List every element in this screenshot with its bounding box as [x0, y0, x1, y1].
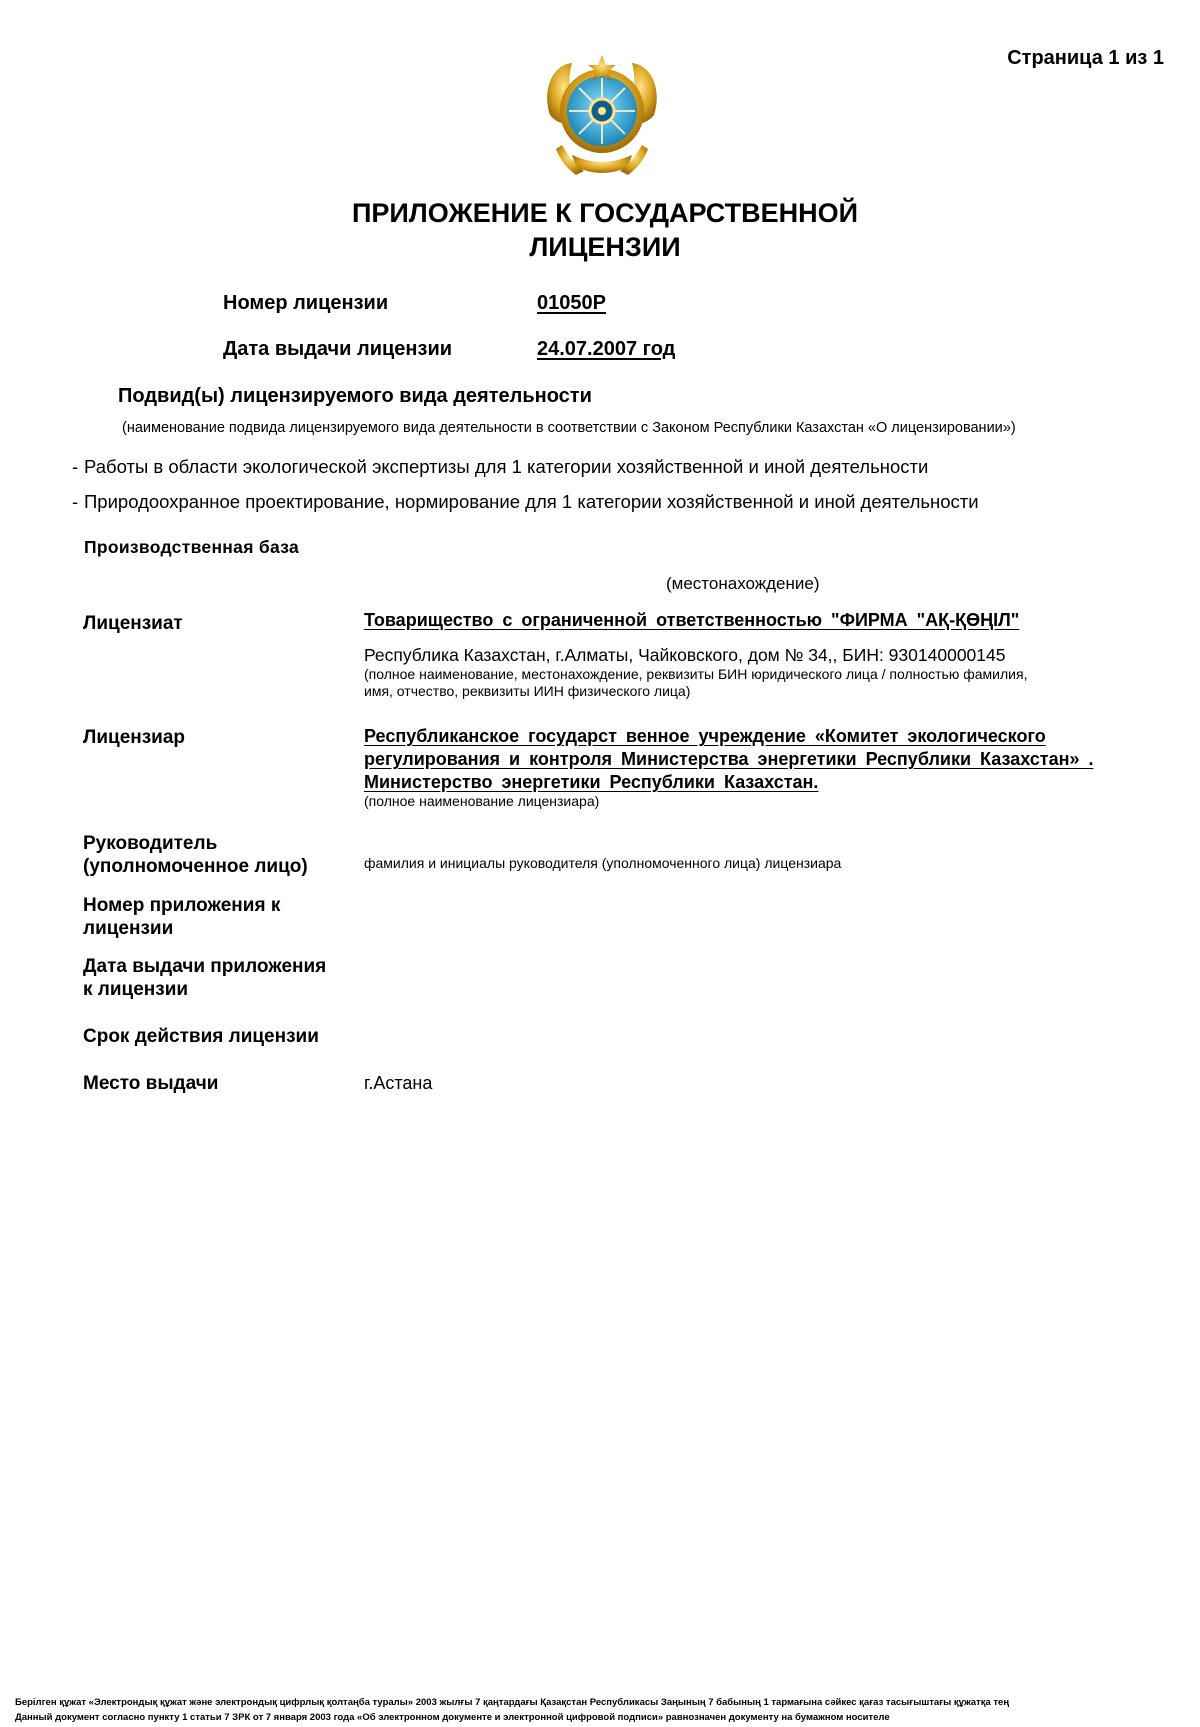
footer-line-kazakh: Берілген құжат «Электрондық құжат және электрондық цифрлық қолтаңба туралы» 2003 жылғы 7 қаңтардағы Қазақстан Республикасы Заңының 7 бабының 1 тармағына сәйкес қағаз тасығыштағы құжатқа тең	[15, 1697, 1010, 1708]
licensor-note: (полное наименование лицензиара)	[364, 793, 600, 809]
licensor-name-line-1: Республиканское государст венное учреждение «Комитет экологического	[364, 726, 1046, 746]
licensee-name: Товарищество с ограниченной ответственностью "ФИРМА "АҚ-ҚӨҢІЛ"	[364, 610, 1020, 630]
licensor-name-line-3: Министерство энергетики Республики Казахстан.	[364, 772, 819, 792]
activity-item: - Работы в области экологической экспертизы для 1 категории хозяйственной и иной деятельности	[72, 456, 929, 477]
head-label	[83, 832, 308, 878]
head-label-line-2: (уполномоченное лицо)	[83, 856, 308, 877]
title-line-2: ЛИЦЕНЗИИ	[529, 232, 681, 262]
subkind-title: Подвид(ы) лицензируемого вида деятельности	[118, 385, 592, 407]
licensee-note-line-2: имя, отчество, реквизиты ИИН физического лица)	[364, 683, 691, 699]
appendix-number-label-line-1: Номер приложения к	[83, 895, 281, 916]
appendix-number-label-line-2: лицензии	[83, 918, 174, 939]
subkind-note: (наименование подвида лицензируемого вида деятельности в соответствии с Законом Республики Казахстан «О лицензировании»)	[122, 420, 1016, 436]
place-label: Место выдачи	[83, 1073, 219, 1094]
licensor-label: Лицензиар	[83, 727, 186, 748]
appendix-number-label	[83, 894, 280, 940]
production-base-note: (местонахождение)	[666, 574, 820, 593]
licensee-note	[364, 666, 1164, 700]
licensor-name-line-2: регулирования и контроля Министерства энергетики Республики Казахстан» .	[364, 749, 1094, 769]
footer-legal-note	[15, 1695, 1185, 1725]
head-note: фамилия и инициалы руководителя (уполномоченного лица) лицензиара	[364, 855, 842, 871]
activity-item-text: Работы в области экологической экспертизы для 1 категории хозяйственной и иной деятельности	[84, 456, 929, 477]
licensor-name	[364, 725, 1154, 794]
head-label-line-1: Руководитель	[83, 833, 218, 854]
license-date-label: Дата выдачи лицензии	[223, 338, 453, 360]
licensee-address: Республика Казахстан, г.Алматы, Чайковского, дом № 34,, БИН: 930140000145	[364, 645, 1006, 665]
validity-label: Срок действия лицензии	[83, 1026, 319, 1047]
appendix-date-label	[83, 955, 326, 1001]
license-number-label: Номер лицензии	[223, 292, 389, 314]
appendix-date-label-line-1: Дата выдачи приложения	[83, 956, 327, 977]
place-value: г.Астана	[364, 1073, 433, 1093]
license-number-value: 01050P	[537, 292, 606, 314]
appendix-date-label-line-2: к лицензии	[83, 979, 189, 1000]
license-date-value: 24.07.2007 год	[537, 338, 676, 360]
licensee-label: Лицензиат	[83, 613, 183, 634]
document-title	[0, 196, 1200, 264]
licensee-note-line-1: (полное наименование, местонахождение, реквизиты БИН юридического лица / полностью фамилия,	[364, 666, 1028, 682]
kazakhstan-state-emblem-icon	[532, 45, 672, 185]
page-number: Страница 1 из 1	[1007, 47, 1164, 69]
production-base-label: Производственная база	[84, 537, 300, 557]
activity-item-text: Природоохранное проектирование, нормирование для 1 категории хозяйственной и иной деятельности	[84, 491, 979, 512]
title-line-1: ПРИЛОЖЕНИЕ К ГОСУДАРСТВЕННОЙ	[351, 198, 859, 228]
activity-item: - Природоохранное проектирование, нормирование для 1 категории хозяйственной и иной деятельности	[72, 491, 979, 512]
footer-line-russian: Данный документ согласно пункту 1 статьи 7 ЗРК от 7 января 2003 года «Об электронном документе и электронной цифровой подписи» равнозначен документу на бумажном носителе	[15, 1712, 890, 1723]
